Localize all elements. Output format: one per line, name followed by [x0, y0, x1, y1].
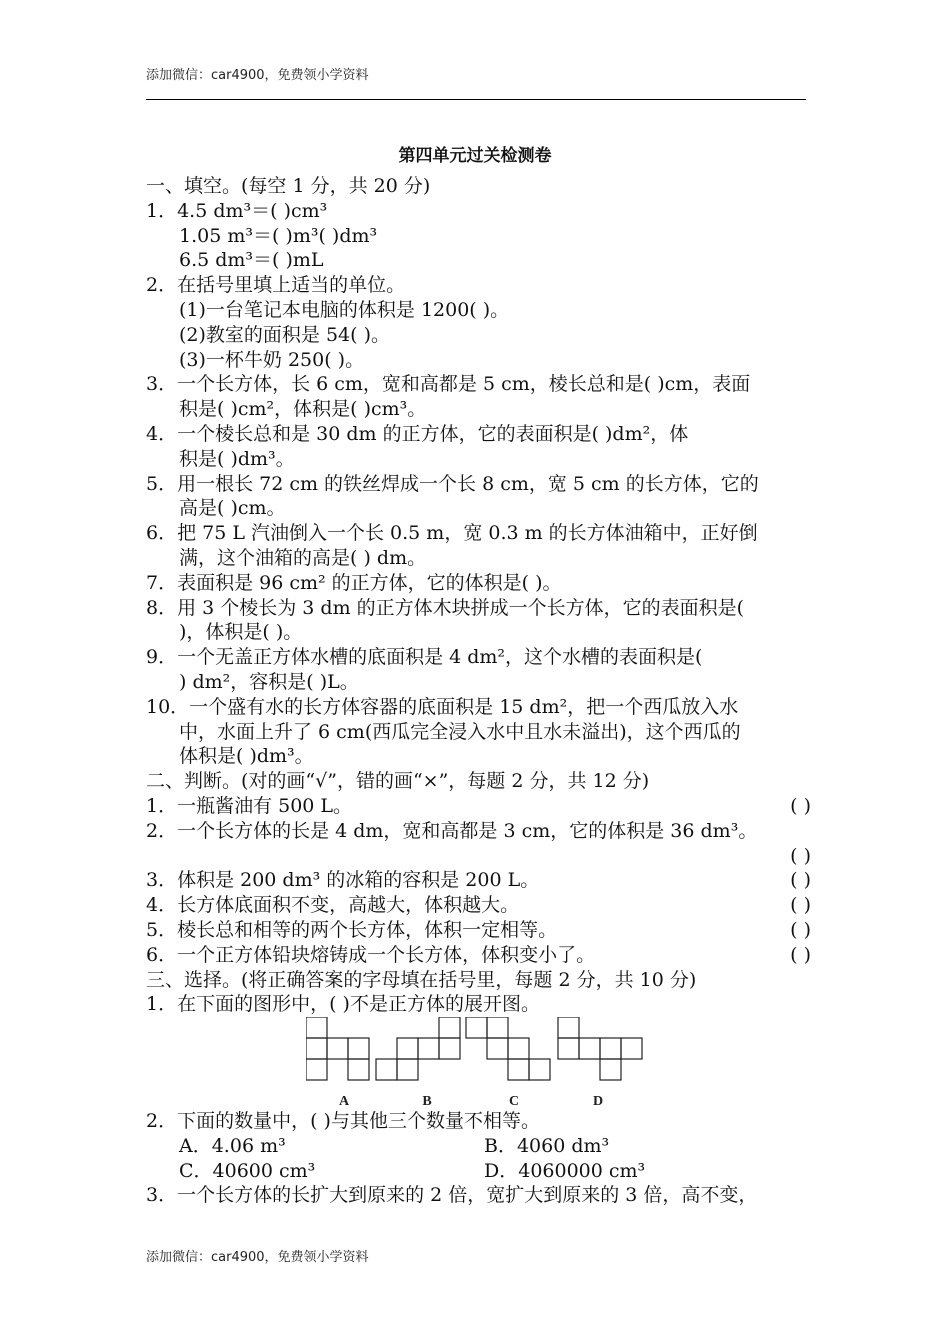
- q1-5-line: 5．用一根长 72 cm 的铁丝焊成一个长 8 cm，宽 5 cm 的长方体，它的: [146, 472, 759, 495]
- judge-item: [146, 918, 811, 943]
- choice-q2-options-row: [146, 1134, 811, 1159]
- cube-nets-svg: [306, 1017, 646, 1109]
- answer-paren[interactable]: ( ): [790, 794, 811, 817]
- q1-2-line: (2)教室的面积是 54( )。: [179, 323, 390, 346]
- q1-8-line: )，体积是( )。: [179, 621, 303, 644]
- judge-item-text: 5．棱长总和相等的两个长方体，体积一定相等。: [146, 918, 558, 941]
- page-title: 第四单元过关检测卷: [398, 146, 552, 166]
- q1-10-line: 10．一个盛有水的长方体容器的底面积是 15 dm²，把一个西瓜放入水: [146, 695, 739, 718]
- option-a[interactable]: A．4.06 m³: [179, 1134, 286, 1157]
- answer-paren[interactable]: ( ): [790, 869, 811, 892]
- net-label-c: C: [508, 1094, 520, 1110]
- q1-8-line: 8．用 3 个棱长为 3 dm 的正方体木块拼成一个长方体，它的表面积是(: [146, 596, 745, 619]
- q1-5-line: 高是( )cm。: [179, 497, 286, 520]
- answer-paren[interactable]: ( ): [790, 943, 811, 966]
- q1-6-line: 6．把 75 L 汽油倒入一个长 0.5 m，宽 0.3 m 的长方体油箱中，正好倒: [146, 522, 758, 545]
- option-b[interactable]: B．4060 dm³: [484, 1134, 610, 1157]
- judge-item-text: 6．一个正方体铅块熔铸成一个长方体，体积变小了。: [146, 943, 596, 966]
- choice-q2-options-row: [146, 1159, 811, 1184]
- q1-2-line: (1)一台笔记本电脑的体积是 1200( )。: [179, 298, 510, 321]
- q1-10-line: 体积是( )dm³。: [179, 745, 314, 768]
- judge-item: [146, 844, 811, 869]
- net-b: [376, 1017, 460, 1080]
- q1-3-line: 3．一个长方体，长 6 cm，宽和高都是 5 cm，棱长总和是( )cm，表面: [146, 373, 751, 396]
- answer-paren[interactable]: ( ): [790, 918, 811, 941]
- judge-item: [146, 893, 811, 918]
- section-1-heading: 一、填空。(每空 1 分，共 20 分): [146, 175, 431, 197]
- q1-9-line: ) dm²，容积是( )L。: [179, 670, 359, 693]
- cube-nets-figure: [146, 1017, 811, 1109]
- q1-1-line: 1．4.5 dm³＝( )cm³: [146, 199, 328, 222]
- judge-item-text: 4．长方体底面积不变，高越大，体积越大。: [146, 894, 520, 917]
- q1-7-line: 7．表面积是 96 cm² 的正方体，它的体积是( )。: [146, 571, 562, 594]
- judge-item: [146, 943, 811, 968]
- net-label-d: D: [592, 1094, 604, 1110]
- q1-4-line: 4．一个棱长总和是 30 dm 的正方体，它的表面积是( )dm²，体: [146, 422, 689, 445]
- q1-1-line: 6.5 dm³＝( )mL: [179, 249, 324, 272]
- header-rule: [146, 99, 806, 100]
- q1-2-line: (3)一杯牛奶 250( )。: [179, 348, 365, 371]
- judge-item-text: 1．一瓶酱油有 500 L。: [146, 794, 353, 817]
- worksheet-content: [146, 174, 811, 1208]
- net-label-b: B: [422, 1094, 432, 1110]
- q1-2-line: 2．在括号里填上适当的单位。: [146, 274, 406, 297]
- net-a: [306, 1017, 369, 1080]
- judge-item-text: 3．体积是 200 dm³ 的冰箱的容积是 200 L。: [146, 869, 540, 892]
- net-label-a: A: [338, 1094, 350, 1110]
- option-c[interactable]: C．40600 cm³: [179, 1159, 316, 1182]
- net-d: [558, 1017, 642, 1080]
- q1-4-line: 积是( )dm³。: [179, 447, 295, 470]
- net-c: [466, 1017, 550, 1080]
- q1-1-line: 1.05 m³＝( )m³( )dm³: [179, 224, 378, 247]
- judge-item: [146, 868, 811, 893]
- choice-q1: 1．在下面的图形中，( )不是正方体的展开图。: [146, 993, 540, 1016]
- judge-item: [146, 794, 811, 819]
- answer-paren[interactable]: ( ): [790, 894, 811, 917]
- choice-q2: 2．下面的数量中，( )与其他三个数量不相等。: [146, 1110, 540, 1133]
- q1-6-line: 满，这个油箱的高是( ) dm。: [179, 546, 427, 569]
- q1-3-line: 积是( )cm²，体积是( )cm³。: [179, 398, 427, 421]
- q1-10-line: 中，水面上升了 6 cm(西瓜完全浸入水中且水未溢出)，这个西瓜的: [179, 720, 741, 743]
- option-d[interactable]: D．4060000 cm³: [484, 1159, 646, 1182]
- judge-item-text: 2．一个长方体的长是 4 dm，宽和高都是 3 cm，它的体积是 36 dm³。: [146, 819, 758, 842]
- page-header: 添加微信：car4900，免费领小学资料: [146, 68, 369, 83]
- choice-q3: 3．一个长方体的长扩大到原来的 2 倍，宽扩大到原来的 3 倍，高不变，: [146, 1184, 758, 1207]
- q1-9-line: 9．一个无盖正方体水槽的底面积是 4 dm²，这个水槽的表面积是(: [146, 646, 703, 669]
- answer-paren[interactable]: ( ): [790, 844, 811, 867]
- section-2-heading: 二、判断。(对的画“√”，错的画“×”，每题 2 分，共 12 分): [146, 770, 650, 793]
- section-3-heading: 三、选择。(将正确答案的字母填在括号里，每题 2 分，共 10 分): [146, 968, 697, 991]
- page-footer: 添加微信：car4900，免费领小学资料: [146, 1250, 369, 1265]
